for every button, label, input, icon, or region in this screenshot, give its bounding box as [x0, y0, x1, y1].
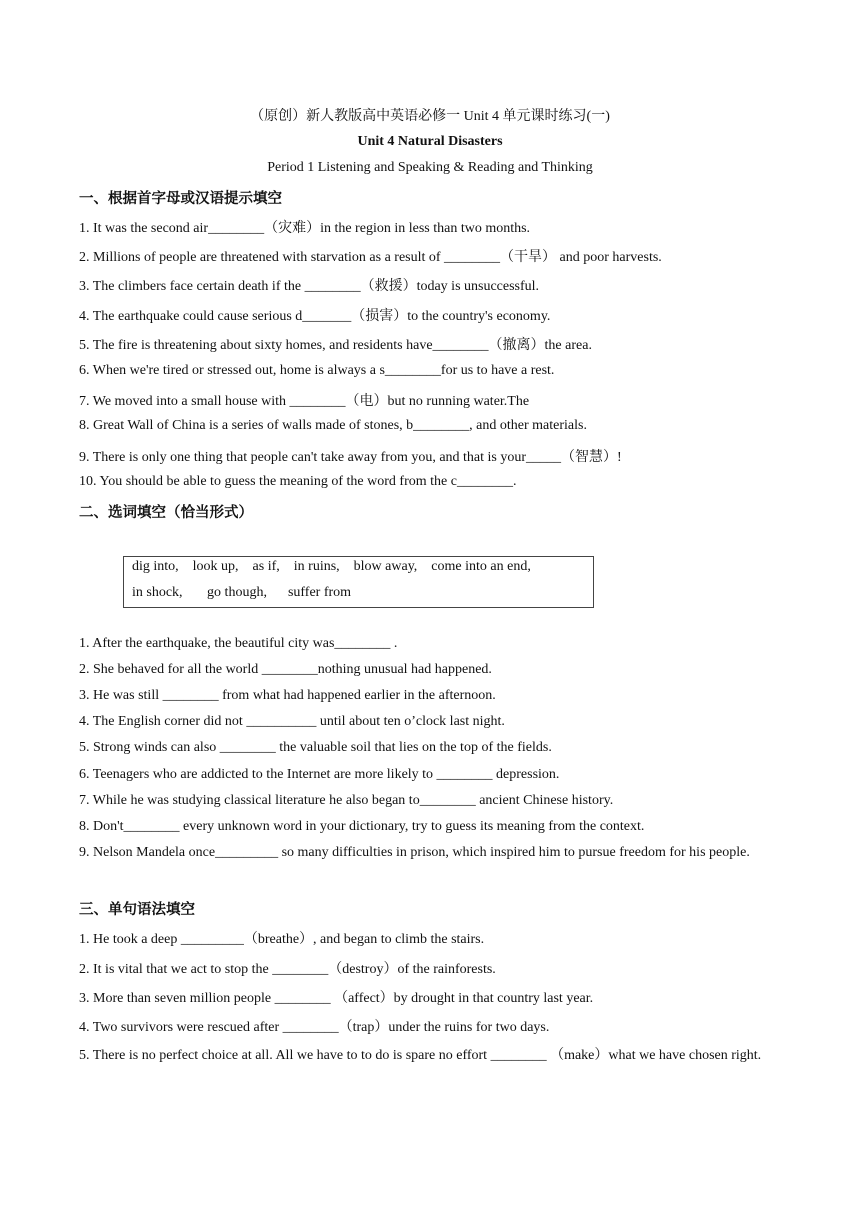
- section1-item: 9. There is only one thing that people can't take away from you, and that is your_____（智慧）!: [79, 450, 622, 465]
- section3-item: 1. He took a deep _________（breathe）, and began to climb the stairs.: [79, 932, 485, 947]
- section1-item: 3. The climbers face certain death if the ________（救援）today is unsuccessful.: [79, 279, 540, 294]
- section3-heading: 三、单句语法填空: [79, 902, 195, 918]
- period-subtitle: Period 1 Listening and Speaking & Reading and Thinking: [267, 160, 593, 175]
- section3-item: 5. There is no perfect choice at all. All we have to to do is spare no effort ________ （make）what we have chosen right.: [79, 1048, 762, 1063]
- section1-item: 8. Great Wall of China is a series of walls made of stones, b________, and other materials.: [79, 418, 587, 433]
- word-bank-line: dig into, look up, as if, in ruins, blow away, come into an end,: [132, 559, 531, 574]
- section3-item: 2. It is vital that we act to stop the ________（destroy）of the rainforests.: [79, 962, 496, 977]
- section2-item: 7. While he was studying classical literature he also began to________ ancient Chinese history.: [79, 793, 614, 808]
- section1-item: 5. The fire is threatening about sixty homes, and residents have________（撤离）the area.: [79, 338, 592, 353]
- section1-item: 4. The earthquake could cause serious d_______（损害）to the country's economy.: [79, 309, 551, 324]
- unit-title: Unit 4 Natural Disasters: [357, 134, 503, 149]
- section2-item: 4. The English corner did not __________ until about ten o’clock last night.: [79, 714, 505, 729]
- word-bank-box: [123, 556, 594, 608]
- section2-item: 5. Strong winds can also ________ the valuable soil that lies on the top of the fields.: [79, 740, 552, 755]
- section1-item: 2. Millions of people are threatened with starvation as a result of ________（干旱） and poor harvests.: [79, 250, 662, 265]
- document-title: （原创）新人教版高中英语必修一 Unit 4 单元课时练习(一): [250, 109, 610, 124]
- section2-item: 9. Nelson Mandela once_________ so many difficulties in prison, which inspired him to pursue freedom for his people.: [79, 845, 750, 860]
- section3-item: 4. Two survivors were rescued after ________（trap）under the ruins for two days.: [79, 1020, 550, 1035]
- section1-item: 10. You should be able to guess the meaning of the word from the c________.: [79, 474, 517, 489]
- section2-item: 6. Teenagers who are addicted to the Internet are more likely to ________ depression.: [79, 767, 560, 782]
- section1-item: 6. When we're tired or stressed out, home is always a s________for us to have a rest.: [79, 363, 555, 378]
- section1-item: 1. It was the second air________（灾难）in the region in less than two months.: [79, 221, 531, 236]
- section1-item: 7. We moved into a small house with ________（电）but no running water.The: [79, 394, 530, 409]
- section1-heading: 一、根据首字母或汉语提示填空: [79, 191, 282, 207]
- section3-item: 3. More than seven million people ________ （affect）by drought in that country last year.: [79, 991, 594, 1006]
- section2-heading: 二、选词填空（恰当形式）: [79, 505, 253, 521]
- section2-item: 8. Don't________ every unknown word in your dictionary, try to guess its meaning from the context.: [79, 819, 645, 834]
- section2-item: 2. She behaved for all the world ________nothing unusual had happened.: [79, 662, 492, 677]
- section2-item: 3. He was still ________ from what had happened earlier in the afternoon.: [79, 688, 496, 703]
- word-bank-line: in shock, go though, suffer from: [132, 585, 352, 600]
- section2-item: 1. After the earthquake, the beautiful city was________ .: [79, 636, 398, 651]
